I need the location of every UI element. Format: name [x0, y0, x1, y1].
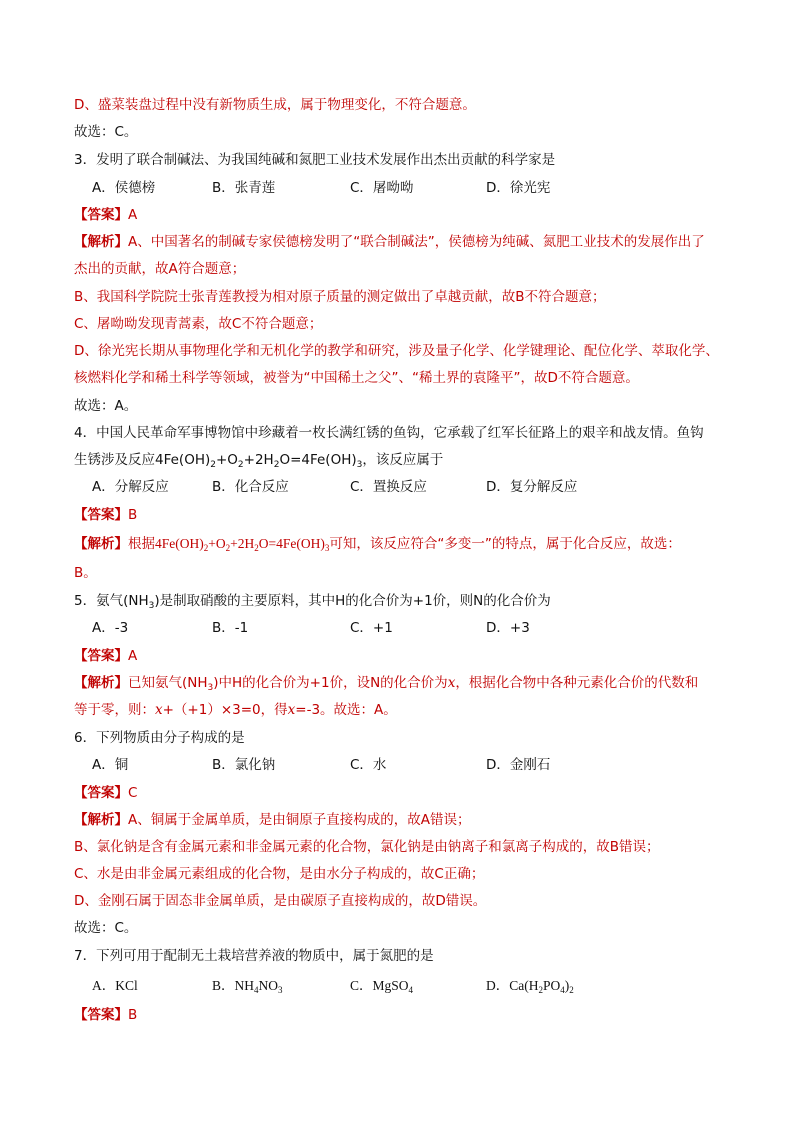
subscript: 2: [210, 460, 216, 470]
q3-analysis-line-3: B、我国科学院院士张青莲教授为相对原子质量的测定做出了卓越贡献，故B不符合题意；: [74, 289, 606, 305]
q5-analysis-line-2: [74, 700, 397, 720]
q5-option-c: C．+1: [350, 620, 393, 636]
subscript: 2: [203, 543, 209, 553]
q5-stem-text: )是制取硝酸的主要原料，其中H的化合价为+1价，则N的化合价为: [154, 593, 551, 609]
answer-label: 【答案】: [74, 648, 128, 664]
q5-analysis-text: )中H的化合价为+1价，设N的化合价为: [213, 675, 448, 691]
subscript: 4: [408, 985, 414, 995]
q4-stem-text: 生锈涉及反应4Fe(OH): [74, 452, 211, 468]
q5-answer-value: A: [128, 648, 138, 664]
q4-equation: [155, 536, 329, 551]
eq-part: +2H: [230, 536, 255, 551]
q5-option-d: D．+3: [486, 620, 530, 636]
variable-x: x: [155, 702, 163, 718]
subscript: 2: [569, 985, 574, 995]
q6-analysis-text: A、铜属于金属单质，是由铜原子直接构成的，故A错误；: [128, 812, 471, 828]
q3-option-a: A．侯德榜: [92, 180, 156, 196]
q4-analysis-text: 根据: [128, 536, 155, 552]
q4-stem-line-2: [74, 450, 443, 470]
analysis-label: 【解析】: [74, 675, 128, 691]
analysis-label: 【解析】: [74, 536, 128, 552]
q6-analysis-line-4: D、金刚石属于固态非金属单质，是由碳原子直接构成的，故D错误。: [74, 893, 487, 909]
subscript: 4: [560, 985, 565, 995]
subscript: 2: [237, 460, 244, 470]
q5-option-b: B．-1: [212, 620, 249, 636]
eq-part: O=4Fe(OH): [258, 536, 325, 551]
q7-answer: [74, 1005, 137, 1025]
q6-stem: 6．下列物质由分子构成的是: [74, 730, 245, 746]
subscript: 3: [324, 543, 330, 553]
q7-option-b: [212, 976, 283, 996]
variable-x: x: [287, 702, 296, 718]
subscript: 2: [538, 985, 543, 995]
subscript: 2: [273, 460, 280, 470]
q6-conclusion: 故选：C。: [74, 920, 138, 936]
q3-conclusion: 故选：A。: [74, 398, 138, 414]
prev-conclusion: 故选：C。: [74, 124, 138, 140]
formula-part: C．MgSO: [350, 978, 409, 993]
q4-option-c: C．置换反应: [350, 479, 427, 495]
variable-x: x: [447, 675, 456, 691]
q5-analysis-text: +（+1）×3=0，得: [162, 702, 288, 718]
analysis-label: 【解析】: [74, 812, 128, 828]
q4-stem-text: ，该反应属于: [362, 452, 444, 468]
q6-option-d: D．金刚石: [486, 757, 551, 773]
answer-label: 【答案】: [74, 1007, 128, 1023]
q4-analysis-line-1: [74, 534, 681, 554]
answer-label: 【答案】: [74, 507, 128, 523]
q6-analysis-line-1: [74, 810, 470, 830]
q4-stem-text: +O: [215, 452, 238, 468]
q6-answer: [74, 783, 137, 803]
subscript: 3: [278, 985, 283, 995]
q3-analysis-line-6: 核燃料化学和稀土科学等领域，被誉为“中国稀土之父”、“稀土界的袁隆平”，故D不符合题意。: [74, 370, 639, 386]
answer-label: 【答案】: [74, 207, 128, 223]
q4-answer-value: B: [128, 507, 138, 523]
q4-stem-line-1: 4．中国人民革命军事博物馆中珍藏着一枚长满红锈的鱼钩，它承载了红军长征路上的艰辛和战友情。鱼钩: [74, 425, 704, 441]
formula-part: B．NH: [212, 978, 255, 993]
q7-option-a: A．KCl: [92, 978, 138, 993]
q4-analysis-line-2: B。: [74, 565, 97, 581]
q3-analysis-line-1: [74, 232, 705, 252]
q6-analysis-line-2: B、氯化钠是含有金属元素和非金属元素的化合物，氯化钠是由钠离子和氯离子构成的，故B错误；: [74, 839, 660, 855]
q3-answer: [74, 205, 137, 225]
q7-answer-value: B: [128, 1007, 138, 1023]
q5-stem: [74, 591, 551, 611]
q6-analysis-line-3: C、水是由非金属元素组成的化合物，是由水分子构成的，故C正确；: [74, 866, 485, 882]
q4-option-a: A．分解反应: [92, 479, 169, 495]
q4-option-b: B．化合反应: [212, 479, 289, 495]
q4-analysis-text: 可知，该反应符合“多变一”的特点，属于化合反应，故选：: [329, 536, 681, 552]
q6-option-b: B．氯化钠: [212, 757, 276, 773]
subscript: 2: [254, 543, 259, 553]
q3-stem: 3．发明了联合制碱法、为我国纯碱和氮肥工业技术发展作出杰出贡献的科学家是: [74, 152, 556, 168]
subscript: 3: [207, 683, 214, 693]
formula-part: PO: [543, 978, 561, 993]
q4-stem-text: +2H: [243, 452, 274, 468]
q3-option-d: D．徐光宪: [486, 180, 551, 196]
q3-analysis-line-4: C、屠呦呦发现青蒿素，故C不符合题意；: [74, 316, 323, 332]
q3-analysis-line-2: 杰出的贡献，故A符合题意；: [74, 261, 246, 277]
q3-option-c: C．屠呦呦: [350, 180, 414, 196]
q5-option-a: A．-3: [92, 620, 129, 636]
answer-label: 【答案】: [74, 785, 128, 801]
formula-part: D．Ca(H: [486, 978, 539, 993]
q6-answer-value: C: [128, 785, 138, 801]
q7-option-d: [486, 976, 574, 996]
prev-option-d-explanation: D、盛菜装盘过程中没有新物质生成，属于物理变化，不符合题意。: [74, 97, 476, 113]
q5-answer: [74, 646, 137, 666]
q6-option-c: C．水: [350, 757, 387, 773]
formula-part: ): [564, 978, 570, 993]
q6-option-a: A．铜: [92, 757, 129, 773]
formula-part: NO: [258, 978, 279, 993]
q3-option-b: B．张青莲: [212, 180, 276, 196]
q5-analysis-text: ，根据化合物中各种元素化合价的代数和: [455, 675, 699, 691]
eq-part: 4Fe(OH): [155, 536, 204, 551]
q3-answer-value: A: [128, 207, 138, 223]
q4-option-d: D．复分解反应: [486, 479, 578, 495]
analysis-label: 【解析】: [74, 234, 128, 250]
q5-analysis-line-1: [74, 673, 698, 693]
eq-part: +O: [208, 536, 226, 551]
q4-stem-text: O=4Fe(OH): [279, 452, 357, 468]
subscript: 3: [148, 601, 155, 611]
q7-stem: 7．下列可用于配制无土栽培营养液的物质中，属于氮肥的是: [74, 948, 434, 964]
q7-option-c: [350, 976, 413, 996]
q5-analysis-text: =-3。故选：A。: [295, 702, 397, 718]
q5-analysis-text: 已知氨气(NH: [128, 675, 208, 691]
q5-stem-text: 5．氨气(NH: [74, 593, 149, 609]
subscript: 3: [356, 460, 363, 470]
q3-analysis-line-5: D、徐光宪长期从事物理化学和无机化学的教学和研究，涉及量子化学、化学键理论、配位化学、萃取化学、: [74, 343, 719, 359]
subscript: 4: [254, 985, 259, 995]
q5-analysis-text: 等于零，则：: [74, 702, 155, 718]
q3-analysis-text: A、中国著名的制碱专家侯德榜发明了“联合制碱法”，侯德榜为纯碱、氮肥工业技术的发展作出了: [128, 234, 705, 250]
subscript: 2: [225, 543, 231, 553]
q4-answer: [74, 505, 137, 525]
